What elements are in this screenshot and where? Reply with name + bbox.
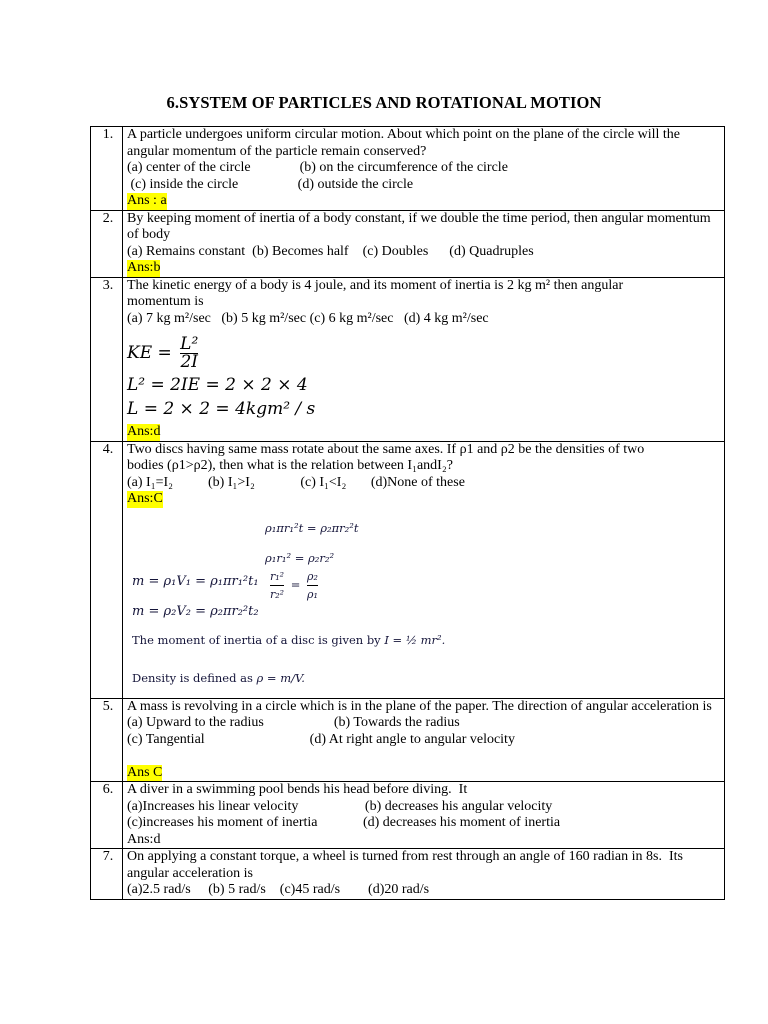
question-body [123, 782, 725, 849]
question-row-2 [91, 210, 725, 277]
question-row-4 [91, 441, 725, 698]
solution-math [127, 508, 720, 698]
equation-ke: KE = $\frac{\text{L²}}{2I}$ [127, 334, 199, 372]
answer-label: Ans:C [127, 491, 163, 506]
question-text: bodies (ρ1>ρ2), then what is the relation between I₁andI₂? [127, 458, 453, 473]
question-body [123, 698, 725, 782]
question-number: 5. [91, 698, 123, 782]
question-number: 3. [91, 277, 123, 441]
equation-mass-1: m = ρ₁V₁ = ρ₁πr₁²t₁ [132, 573, 259, 589]
question-text: Two discs having same mass rotate about the same axes. If ρ1 and ρ2 be the densities of two [127, 441, 645, 457]
question-number: 6. [91, 782, 123, 849]
option-line: (c) inside the circle (d) outside the circle [127, 176, 414, 192]
question-text: A diver in a swimming pool bends his head before diving. It [127, 782, 468, 797]
option-line: (c) Tangential (d) At right angle to angular velocity [127, 731, 515, 747]
option-line: (a) center of the circle (b) on the circumference of the circle [127, 160, 508, 175]
answer-label: Ans:d [127, 831, 161, 847]
solution-math [127, 333, 720, 421]
question-text: momentum is [127, 294, 204, 309]
questions-table [90, 126, 725, 900]
question-text: The kinetic energy of a body is 4 joule, and its moment of inertia is 2 kg m² then angular [127, 277, 624, 293]
option-line: (a)Increases his linear velocity (b) decreases his angular velocity [127, 798, 553, 814]
question-text: By keeping moment of inertia of a body constant, if we double the time period, then angular momentum [127, 210, 711, 226]
answer-label: Ans : a [127, 193, 167, 208]
question-number: 4. [91, 441, 123, 698]
question-body [123, 210, 725, 277]
question-body [123, 277, 725, 441]
question-text: angular acceleration is [127, 865, 253, 881]
fraction: $\frac{\text{L²}}{2I}$ [180, 334, 199, 372]
answer-label: Ans:b [127, 260, 161, 275]
option-line: (a) Remains constant (b) Becomes half (c) Doubles (d) Quadruples [127, 243, 534, 259]
equation-l-squared: L² = 2IE = 2 × 2 × 4 [127, 375, 308, 395]
question-row-7 [91, 849, 725, 900]
question-row-1 [91, 127, 725, 211]
option-line: (a) I₁=I₂ (b) I₁>I₂ (c) I₁<I₂ (d)None of these [127, 474, 465, 490]
option-line: (a)2.5 rad/s (b) 5 rad/s (c)45 rad/s (d)20 rad/s [127, 882, 430, 897]
question-body [123, 441, 725, 698]
option-line: (c)increases his moment of inertia (d) decreases his moment of inertia [127, 815, 561, 830]
option-line: (a) Upward to the radius (b) Towards the radius [127, 715, 460, 730]
question-text: A particle undergoes uniform circular motion. About which point on the plane of the circle will the [127, 127, 680, 142]
question-body [123, 849, 725, 900]
equation-volume-equal: ρ₁πr₁²t = ρ₂πr₂²t [265, 520, 359, 535]
equation-mass-2: m = ρ₂V₂ = ρ₂πr₂²t₂ [132, 603, 259, 619]
question-body [123, 127, 725, 211]
question-row-3 [91, 277, 725, 441]
equation-area-density: ρ₁r₁² = ρ₂r₂² [265, 550, 335, 565]
answer-label: Ans:d [127, 424, 161, 439]
question-row-5 [91, 698, 725, 782]
question-number: 2. [91, 210, 123, 277]
question-text: On applying a constant torque, a wheel is turned from rest through an angle of 160 radian in 8s. Its [127, 849, 683, 864]
density-statement: Density is defined as ρ = m/V. [132, 670, 305, 685]
page-title: 6.SYSTEM OF PARTICLES AND ROTATIONAL MOTION [166, 93, 602, 112]
equation-l: L = 2 × 2 = 4kgm² / s [127, 399, 316, 419]
question-row-6 [91, 782, 725, 849]
question-text: A mass is revolving in a circle which is in the plane of the paper. The direction of angular acceleration is [127, 698, 712, 714]
ratio-fraction: $\frac{\text{r₁²}}{\text{r₂²}}$ = $\frac{\text{ρ₂}}{\text{ρ₁}}$ [270, 569, 318, 601]
question-text: of body [127, 227, 171, 242]
question-text: angular momentum of the particle remain conserved? [127, 143, 427, 159]
question-number: 7. [91, 849, 123, 900]
question-number: 1. [91, 127, 123, 211]
spacer-line [127, 748, 720, 765]
answer-label: Ans C [127, 764, 163, 780]
option-line: (a) 7 kg m²/sec (b) 5 kg m²/sec (c) 6 kg m²/sec (d) 4 kg m²/sec [127, 310, 489, 326]
inertia-statement: The moment of inertia of a disc is given by I = ½ mr². [132, 632, 446, 647]
